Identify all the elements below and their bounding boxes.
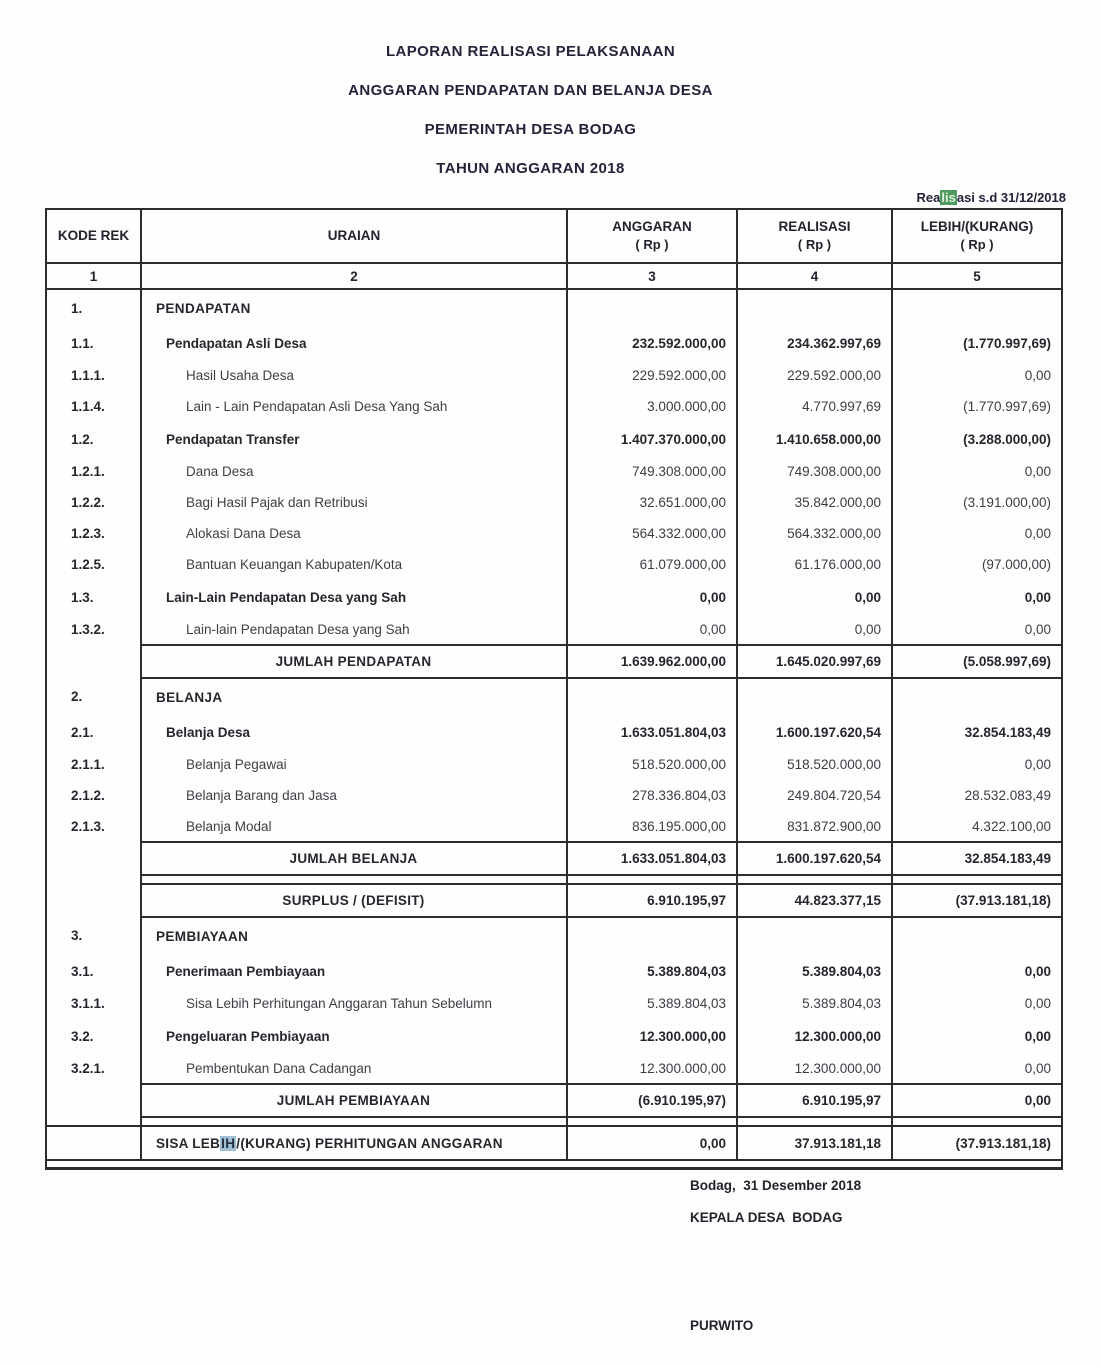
realisasi-cell: 229.592.000,00	[737, 360, 892, 391]
lebih-kurang-cell: (37.913.181,18)	[892, 884, 1062, 917]
anggaran-cell: 1.633.051.804,03	[567, 715, 737, 749]
table-row-item	[46, 811, 1062, 842]
lebih-kurang-cell: 0,00	[892, 614, 1062, 645]
kode-rek-cell: 1.	[46, 289, 141, 326]
kode-rek-cell	[46, 875, 141, 884]
col-header-kode-rek: KODE REK	[46, 209, 141, 263]
anggaran-cell	[567, 678, 737, 715]
table-row-spacer	[46, 875, 1062, 884]
lebih-kurang-cell: 32.854.183,49	[892, 715, 1062, 749]
realisasi-cell: 44.823.377,15	[737, 884, 892, 917]
anggaran-cell: 278.336.804,03	[567, 780, 737, 811]
kode-rek-cell	[46, 842, 141, 875]
uraian-cell: Pengeluaran Pembiayaan	[141, 1019, 567, 1053]
col-number-3: 3	[567, 263, 737, 289]
uraian-cell	[141, 1126, 567, 1160]
anggaran-cell: 0,00	[567, 1126, 737, 1160]
col-header-anggaran: ANGGARAN ( Rp )	[567, 209, 737, 263]
lebih-kurang-cell: (97.000,00)	[892, 549, 1062, 580]
anggaran-cell: 749.308.000,00	[567, 456, 737, 487]
table-row-bottomband	[46, 1160, 1062, 1168]
table-row-item	[46, 780, 1062, 811]
realisasi-cell: 35.842.000,00	[737, 487, 892, 518]
realisasi-cell	[737, 875, 892, 884]
realisasi-cell: 1.600.197.620,54	[737, 842, 892, 875]
anggaran-cell	[567, 289, 737, 326]
uraian-cell: Pendapatan Transfer	[141, 422, 567, 456]
realisasi-cell: 61.176.000,00	[737, 549, 892, 580]
uraian-cell	[141, 1117, 567, 1126]
lebih-kurang-cell: 32.854.183,49	[892, 842, 1062, 875]
realisasi-cell: 6.910.195,97	[737, 1084, 892, 1117]
lebih-kurang-cell: 0,00	[892, 954, 1062, 988]
table-row-item	[46, 518, 1062, 549]
realisasi-cell: 1.645.020.997,69	[737, 645, 892, 678]
report-title-block	[0, 0, 1061, 188]
table-row-item	[46, 487, 1062, 518]
lebih-kurang-cell: 0,00	[892, 749, 1062, 780]
realisasi-note-pre: Rea	[916, 190, 941, 205]
realisasi-cell: 234.362.997,69	[737, 326, 892, 360]
col-number-2: 2	[141, 263, 567, 289]
realisasi-cell	[737, 678, 892, 715]
uraian-cell: JUMLAH PENDAPATAN	[141, 645, 567, 678]
anggaran-cell: 518.520.000,00	[567, 749, 737, 780]
column-number-row	[46, 263, 1062, 289]
budget-table-head	[46, 209, 1062, 289]
table-row-item	[46, 749, 1062, 780]
report-title-line-1: LAPORAN REALISASI PELAKSANAAN	[385, 43, 676, 60]
realisasi-cell: 249.804.720,54	[737, 780, 892, 811]
lebih-kurang-cell: (1.770.997,69)	[892, 391, 1062, 422]
lebih-kurang-cell: (37.913.181,18)	[892, 1126, 1062, 1160]
kode-rek-cell	[46, 645, 141, 678]
realisasi-note-post: asi s.d 31/12/2018	[956, 190, 1066, 205]
realisasi-cell: 831.872.900,00	[737, 811, 892, 842]
uraian-cell: Sisa Lebih Perhitungan Anggaran Tahun Sebelumn	[141, 988, 567, 1019]
uraian-cell: PEMBIAYAAN	[141, 917, 567, 954]
uraian-cell: BELANJA	[141, 678, 567, 715]
table-row-total	[46, 645, 1062, 678]
lebih-kurang-cell: 0,00	[892, 988, 1062, 1019]
realisasi-cell	[737, 289, 892, 326]
table-row-total	[46, 842, 1062, 875]
kode-rek-cell: 2.	[46, 678, 141, 715]
table-row-item	[46, 988, 1062, 1019]
anggaran-cell: 229.592.000,00	[567, 360, 737, 391]
uraian-cell: Belanja Modal	[141, 811, 567, 842]
anggaran-cell	[567, 1117, 737, 1126]
table-row-total	[46, 1084, 1062, 1117]
lebih-kurang-cell: 0,00	[892, 456, 1062, 487]
uraian-text-pre: SISA LEB	[156, 1135, 221, 1151]
table-row-item	[46, 391, 1062, 422]
realisasi-cell	[737, 1117, 892, 1126]
realisasi-cell: 12.300.000,00	[737, 1019, 892, 1053]
anggaran-cell: 0,00	[567, 580, 737, 614]
anggaran-cell: 12.300.000,00	[567, 1053, 737, 1084]
col-number-1: 1	[46, 263, 141, 289]
report-title-line-2: ANGGARAN PENDAPATAN DAN BELANJA DESA	[348, 82, 713, 99]
signature-role: KEPALA DESA BODAG	[690, 1210, 843, 1225]
kode-rek-cell: 1.2.2.	[46, 487, 141, 518]
header-row	[46, 209, 1062, 263]
uraian-cell: Penerimaan Pembiayaan	[141, 954, 567, 988]
bottom-rule-cell	[46, 1160, 1062, 1168]
anggaran-cell: 1.407.370.000,00	[567, 422, 737, 456]
lebih-kurang-cell: 0,00	[892, 1019, 1062, 1053]
kode-rek-cell: 2.1.	[46, 715, 141, 749]
kode-rek-cell: 3.2.	[46, 1019, 141, 1053]
realisasi-period-note	[45, 190, 1066, 205]
anggaran-cell: 3.000.000,00	[567, 391, 737, 422]
realisasi-cell: 5.389.804,03	[737, 954, 892, 988]
table-row-section	[46, 917, 1062, 954]
table-row-final	[46, 1126, 1062, 1160]
kode-rek-cell: 2.1.3.	[46, 811, 141, 842]
lebih-kurang-cell: 0,00	[892, 1084, 1062, 1117]
anggaran-cell: 12.300.000,00	[567, 1019, 737, 1053]
table-row-sub	[46, 422, 1062, 456]
lebih-kurang-cell: 4.322.100,00	[892, 811, 1062, 842]
table-row-section	[46, 289, 1062, 326]
uraian-cell: Lain - Lain Pendapatan Asli Desa Yang Sah	[141, 391, 567, 422]
report-title-line-3: PEMERINTAH DESA BODAG	[424, 121, 637, 138]
table-row-item	[46, 456, 1062, 487]
realisasi-cell: 749.308.000,00	[737, 456, 892, 487]
table-row-item	[46, 1053, 1062, 1084]
lebih-kurang-cell	[892, 917, 1062, 954]
anggaran-cell: 5.389.804,03	[567, 954, 737, 988]
budget-table	[45, 208, 1063, 1170]
uraian-cell: Belanja Pegawai	[141, 749, 567, 780]
lebih-kurang-cell	[892, 1117, 1062, 1126]
kode-rek-cell: 1.3.2.	[46, 614, 141, 645]
kode-rek-cell: 1.2.1.	[46, 456, 141, 487]
lebih-kurang-cell: (1.770.997,69)	[892, 326, 1062, 360]
table-row-spacer2	[46, 1117, 1062, 1126]
uraian-cell	[141, 875, 567, 884]
col-number-5: 5	[892, 263, 1062, 289]
kode-rek-cell: 3.	[46, 917, 141, 954]
realisasi-note-highlight: lis	[941, 190, 956, 205]
lebih-kurang-cell: (5.058.997,69)	[892, 645, 1062, 678]
realisasi-cell: 564.332.000,00	[737, 518, 892, 549]
lebih-kurang-cell: 0,00	[892, 580, 1062, 614]
realisasi-cell: 12.300.000,00	[737, 1053, 892, 1084]
anggaran-cell: 836.195.000,00	[567, 811, 737, 842]
kode-rek-cell: 1.1.4.	[46, 391, 141, 422]
kode-rek-cell: 1.2.5.	[46, 549, 141, 580]
uraian-cell: Lain-lain Pendapatan Desa yang Sah	[141, 614, 567, 645]
lebih-kurang-cell	[892, 875, 1062, 884]
realisasi-cell: 518.520.000,00	[737, 749, 892, 780]
kode-rek-cell: 2.1.1.	[46, 749, 141, 780]
col-header-uraian: URAIAN	[141, 209, 567, 263]
realisasi-cell: 0,00	[737, 614, 892, 645]
anggaran-cell: 0,00	[567, 614, 737, 645]
anggaran-cell: 232.592.000,00	[567, 326, 737, 360]
kode-rek-cell: 1.1.	[46, 326, 141, 360]
lebih-kurang-cell: (3.288.000,00)	[892, 422, 1062, 456]
uraian-text-highlight: IH	[221, 1135, 236, 1151]
table-row-sub	[46, 715, 1062, 749]
lebih-kurang-cell: 0,00	[892, 360, 1062, 391]
anggaran-cell	[567, 875, 737, 884]
uraian-cell: JUMLAH PEMBIAYAAN	[141, 1084, 567, 1117]
realisasi-cell	[737, 917, 892, 954]
kode-rek-cell: 3.1.	[46, 954, 141, 988]
kode-rek-cell	[46, 884, 141, 917]
table-row-section	[46, 678, 1062, 715]
signer-name: PURWITO	[690, 1318, 754, 1333]
uraian-cell: Hasil Usaha Desa	[141, 360, 567, 391]
anggaran-cell: 1.639.962.000,00	[567, 645, 737, 678]
uraian-cell: SURPLUS / (DEFISIT)	[141, 884, 567, 917]
lebih-kurang-cell	[892, 678, 1062, 715]
table-row-item	[46, 360, 1062, 391]
kode-rek-cell: 1.2.3.	[46, 518, 141, 549]
realisasi-cell: 37.913.181,18	[737, 1126, 892, 1160]
kode-rek-cell: 3.1.1.	[46, 988, 141, 1019]
col-header-lebih-kurang: LEBIH/(KURANG) ( Rp )	[892, 209, 1062, 263]
anggaran-cell: 32.651.000,00	[567, 487, 737, 518]
anggaran-cell: 6.910.195,97	[567, 884, 737, 917]
uraian-cell: Bagi Hasil Pajak dan Retribusi	[141, 487, 567, 518]
anggaran-cell: 564.332.000,00	[567, 518, 737, 549]
signature-place-date: Bodag, 31 Desember 2018	[690, 1178, 862, 1193]
kode-rek-cell	[46, 1084, 141, 1117]
col-number-4: 4	[737, 263, 892, 289]
realisasi-cell: 1.410.658.000,00	[737, 422, 892, 456]
kode-rek-cell: 1.3.	[46, 580, 141, 614]
uraian-cell: Pendapatan Asli Desa	[141, 326, 567, 360]
table-row-sub	[46, 580, 1062, 614]
uraian-cell: Belanja Barang dan Jasa	[141, 780, 567, 811]
lebih-kurang-cell: 0,00	[892, 1053, 1062, 1084]
uraian-cell: Alokasi Dana Desa	[141, 518, 567, 549]
kode-rek-cell	[46, 1117, 141, 1126]
uraian-cell: Dana Desa	[141, 456, 567, 487]
table-row-item	[46, 614, 1062, 645]
lebih-kurang-cell	[892, 289, 1062, 326]
lebih-kurang-cell: (3.191.000,00)	[892, 487, 1062, 518]
kode-rek-cell: 2.1.2.	[46, 780, 141, 811]
realisasi-cell: 4.770.997,69	[737, 391, 892, 422]
kode-rek-cell: 1.2.	[46, 422, 141, 456]
kode-rek-cell: 3.2.1.	[46, 1053, 141, 1084]
table-row-total	[46, 884, 1062, 917]
table-row-sub	[46, 326, 1062, 360]
uraian-cell: PENDAPATAN	[141, 289, 567, 326]
lebih-kurang-cell: 0,00	[892, 518, 1062, 549]
table-row-sub	[46, 954, 1062, 988]
kode-rek-cell: 1.1.1.	[46, 360, 141, 391]
realisasi-cell: 0,00	[737, 580, 892, 614]
anggaran-cell	[567, 917, 737, 954]
uraian-cell: Bantuan Keuangan Kabupaten/Kota	[141, 549, 567, 580]
uraian-cell: Lain-Lain Pendapatan Desa yang Sah	[141, 580, 567, 614]
table-row-item	[46, 549, 1062, 580]
anggaran-cell: 61.079.000,00	[567, 549, 737, 580]
col-header-realisasi: REALISASI ( Rp )	[737, 209, 892, 263]
realisasi-cell: 5.389.804,03	[737, 988, 892, 1019]
anggaran-cell: 5.389.804,03	[567, 988, 737, 1019]
budget-table-body	[46, 289, 1062, 1168]
report-title-line-4: TAHUN ANGGARAN 2018	[436, 160, 625, 177]
kode-rek-cell	[46, 1126, 141, 1160]
uraian-cell: Pembentukan Dana Cadangan	[141, 1053, 567, 1084]
anggaran-cell: (6.910.195,97)	[567, 1084, 737, 1117]
uraian-cell: Belanja Desa	[141, 715, 567, 749]
anggaran-cell: 1.633.051.804,03	[567, 842, 737, 875]
table-row-sub	[46, 1019, 1062, 1053]
uraian-cell: JUMLAH BELANJA	[141, 842, 567, 875]
uraian-text-post: /(KURANG) PERHITUNGAN ANGGARAN	[236, 1135, 503, 1151]
realisasi-cell: 1.600.197.620,54	[737, 715, 892, 749]
lebih-kurang-cell: 28.532.083,49	[892, 780, 1062, 811]
